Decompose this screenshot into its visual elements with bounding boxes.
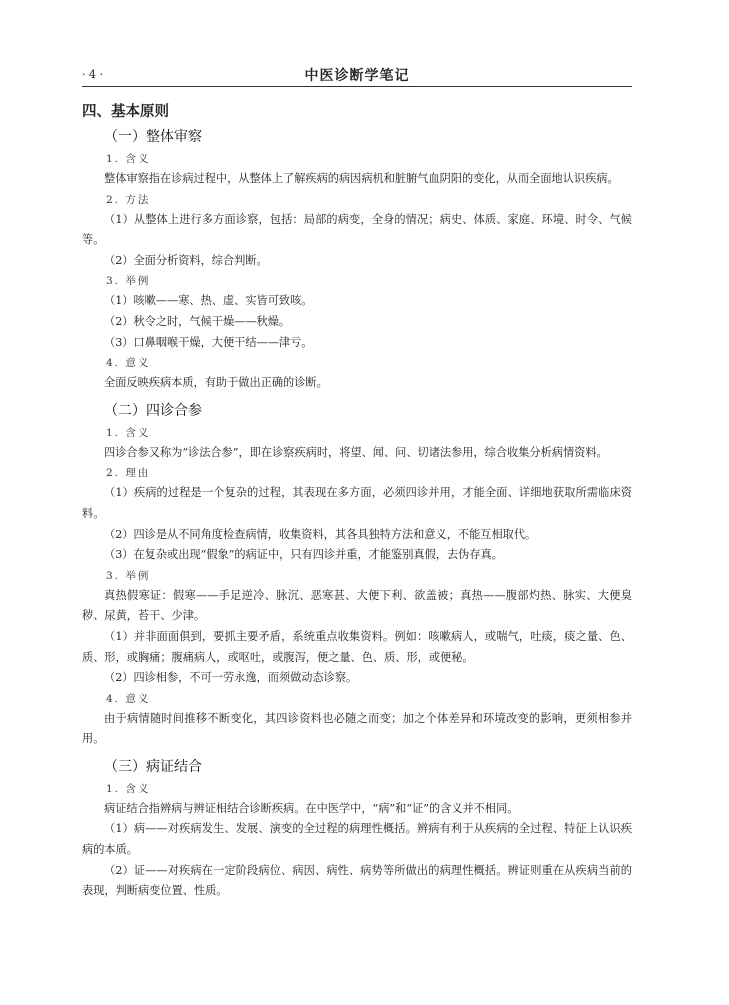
section (82, 756, 632, 902)
paragraph: （2）证——对疾病在一定阶段病位、病因、病性、病势等所做出的病理性概括。辨证则重在从疾病当前的表现，判断病变位置、性质。 (82, 863, 632, 898)
section-heading: （二）四诊合参 (104, 402, 202, 419)
page-number: · 4 · (82, 68, 103, 81)
page-header (82, 64, 632, 86)
paragraph: 整体审察指在诊病过程中，从整体上了解疾病的病因病机和脏腑气血阴阳的变化，从而全面地认识疾病。 (104, 172, 619, 185)
paragraph: （2）四诊是从不同角度检查病情，收集资料，其各具独特方法和意义，不能互相取代。 (104, 527, 537, 541)
page-body (82, 100, 632, 908)
subsection-heading: 3. 举例 (106, 275, 151, 288)
paragraph: 全面反映疾病本质，有助于做出正确的诊断。 (104, 376, 328, 390)
subsection-heading: 2. 理由 (106, 467, 151, 480)
paragraph: （2）四诊相参，不可一劳永逸，而须做动态诊察。 (104, 671, 358, 685)
section-heading: （一）整体审察 (104, 129, 202, 145)
subsection-heading: 1. 含义 (106, 153, 151, 165)
paragraph: 真热假寒证：假寒——手足逆冷、脉沉、恶寒甚、大便下利、欲盖被；真热——腹部灼热、脉实、大便臭秽、尿黄，苔干、少津。 (82, 588, 632, 623)
paragraph: （1）病——对疾病发生、发展、演变的全过程的病理性概括。辨病有利于从疾病的全过程、特征上认识疾病的本质。 (82, 822, 632, 857)
running-title: 中医诊断学笔记 (304, 68, 410, 84)
section-heading: （三）病证结合 (104, 758, 202, 775)
chapter-title: 四、基本原则 (82, 103, 169, 120)
paragraph: 由于病情随时间推移不断变化，其四诊资料也必随之而变；加之个体差异和环境改变的影响，更须相参并用。 (82, 711, 632, 746)
paragraph: （2）秋令之时，气候干燥——秋燥。 (104, 314, 291, 328)
paragraph: 四诊合参又称为“诊法合参”，即在诊察疾病时，将望、闻、问、切诸法参用，综合收集分析病情资料。 (104, 445, 608, 459)
paragraph: （1）咳嗽——寒、热、虚、实皆可致咳。 (104, 294, 313, 308)
paragraph: （3）在复杂或出现“假象”的病证中，只有四诊并重，才能鉴别真假，去伪存真。 (104, 548, 503, 562)
subsection-heading: 1. 含义 (106, 426, 151, 439)
paragraph: （1）疾病的过程是一个复杂的过程，其表现在多方面，必须四诊并用，才能全面、详细地获取所需临床资料。 (82, 486, 632, 520)
subsection-heading: 2. 方法 (106, 193, 151, 206)
subsection-heading: 3. 举例 (106, 569, 151, 582)
paragraph: （1）并非面面俱到，要抓主要矛盾，系统重点收集资料。例如：咳嗽病人，或喘气，吐痰，痰之量、色、质、形，或胸痛；腹痛病人，或呕吐，或腹泻，便之量、色、质、形，或便秘。 (82, 629, 632, 664)
header-rule (82, 86, 632, 87)
subsection-heading: 4. 意义 (106, 692, 151, 705)
section (82, 400, 632, 750)
paragraph: （2）全面分析资料，综合判断。 (104, 253, 268, 267)
subsection-heading: 1. 含义 (106, 782, 151, 795)
section (82, 126, 632, 394)
subsection-heading: 4. 意义 (106, 357, 151, 370)
paragraph: （1）从整体上进行多方面诊察，包括：局部的病变，全身的情况；病史、体质、家庭、环境、时令、气候等。 (82, 212, 632, 247)
paragraph: 病证结合指辨病与辨证相结合诊断疾病。在中医学中，“病”和“证”的含义并不相同。 (104, 801, 519, 815)
paragraph: （3）口鼻咽喉干燥，大便干结——津亏。 (104, 335, 313, 349)
